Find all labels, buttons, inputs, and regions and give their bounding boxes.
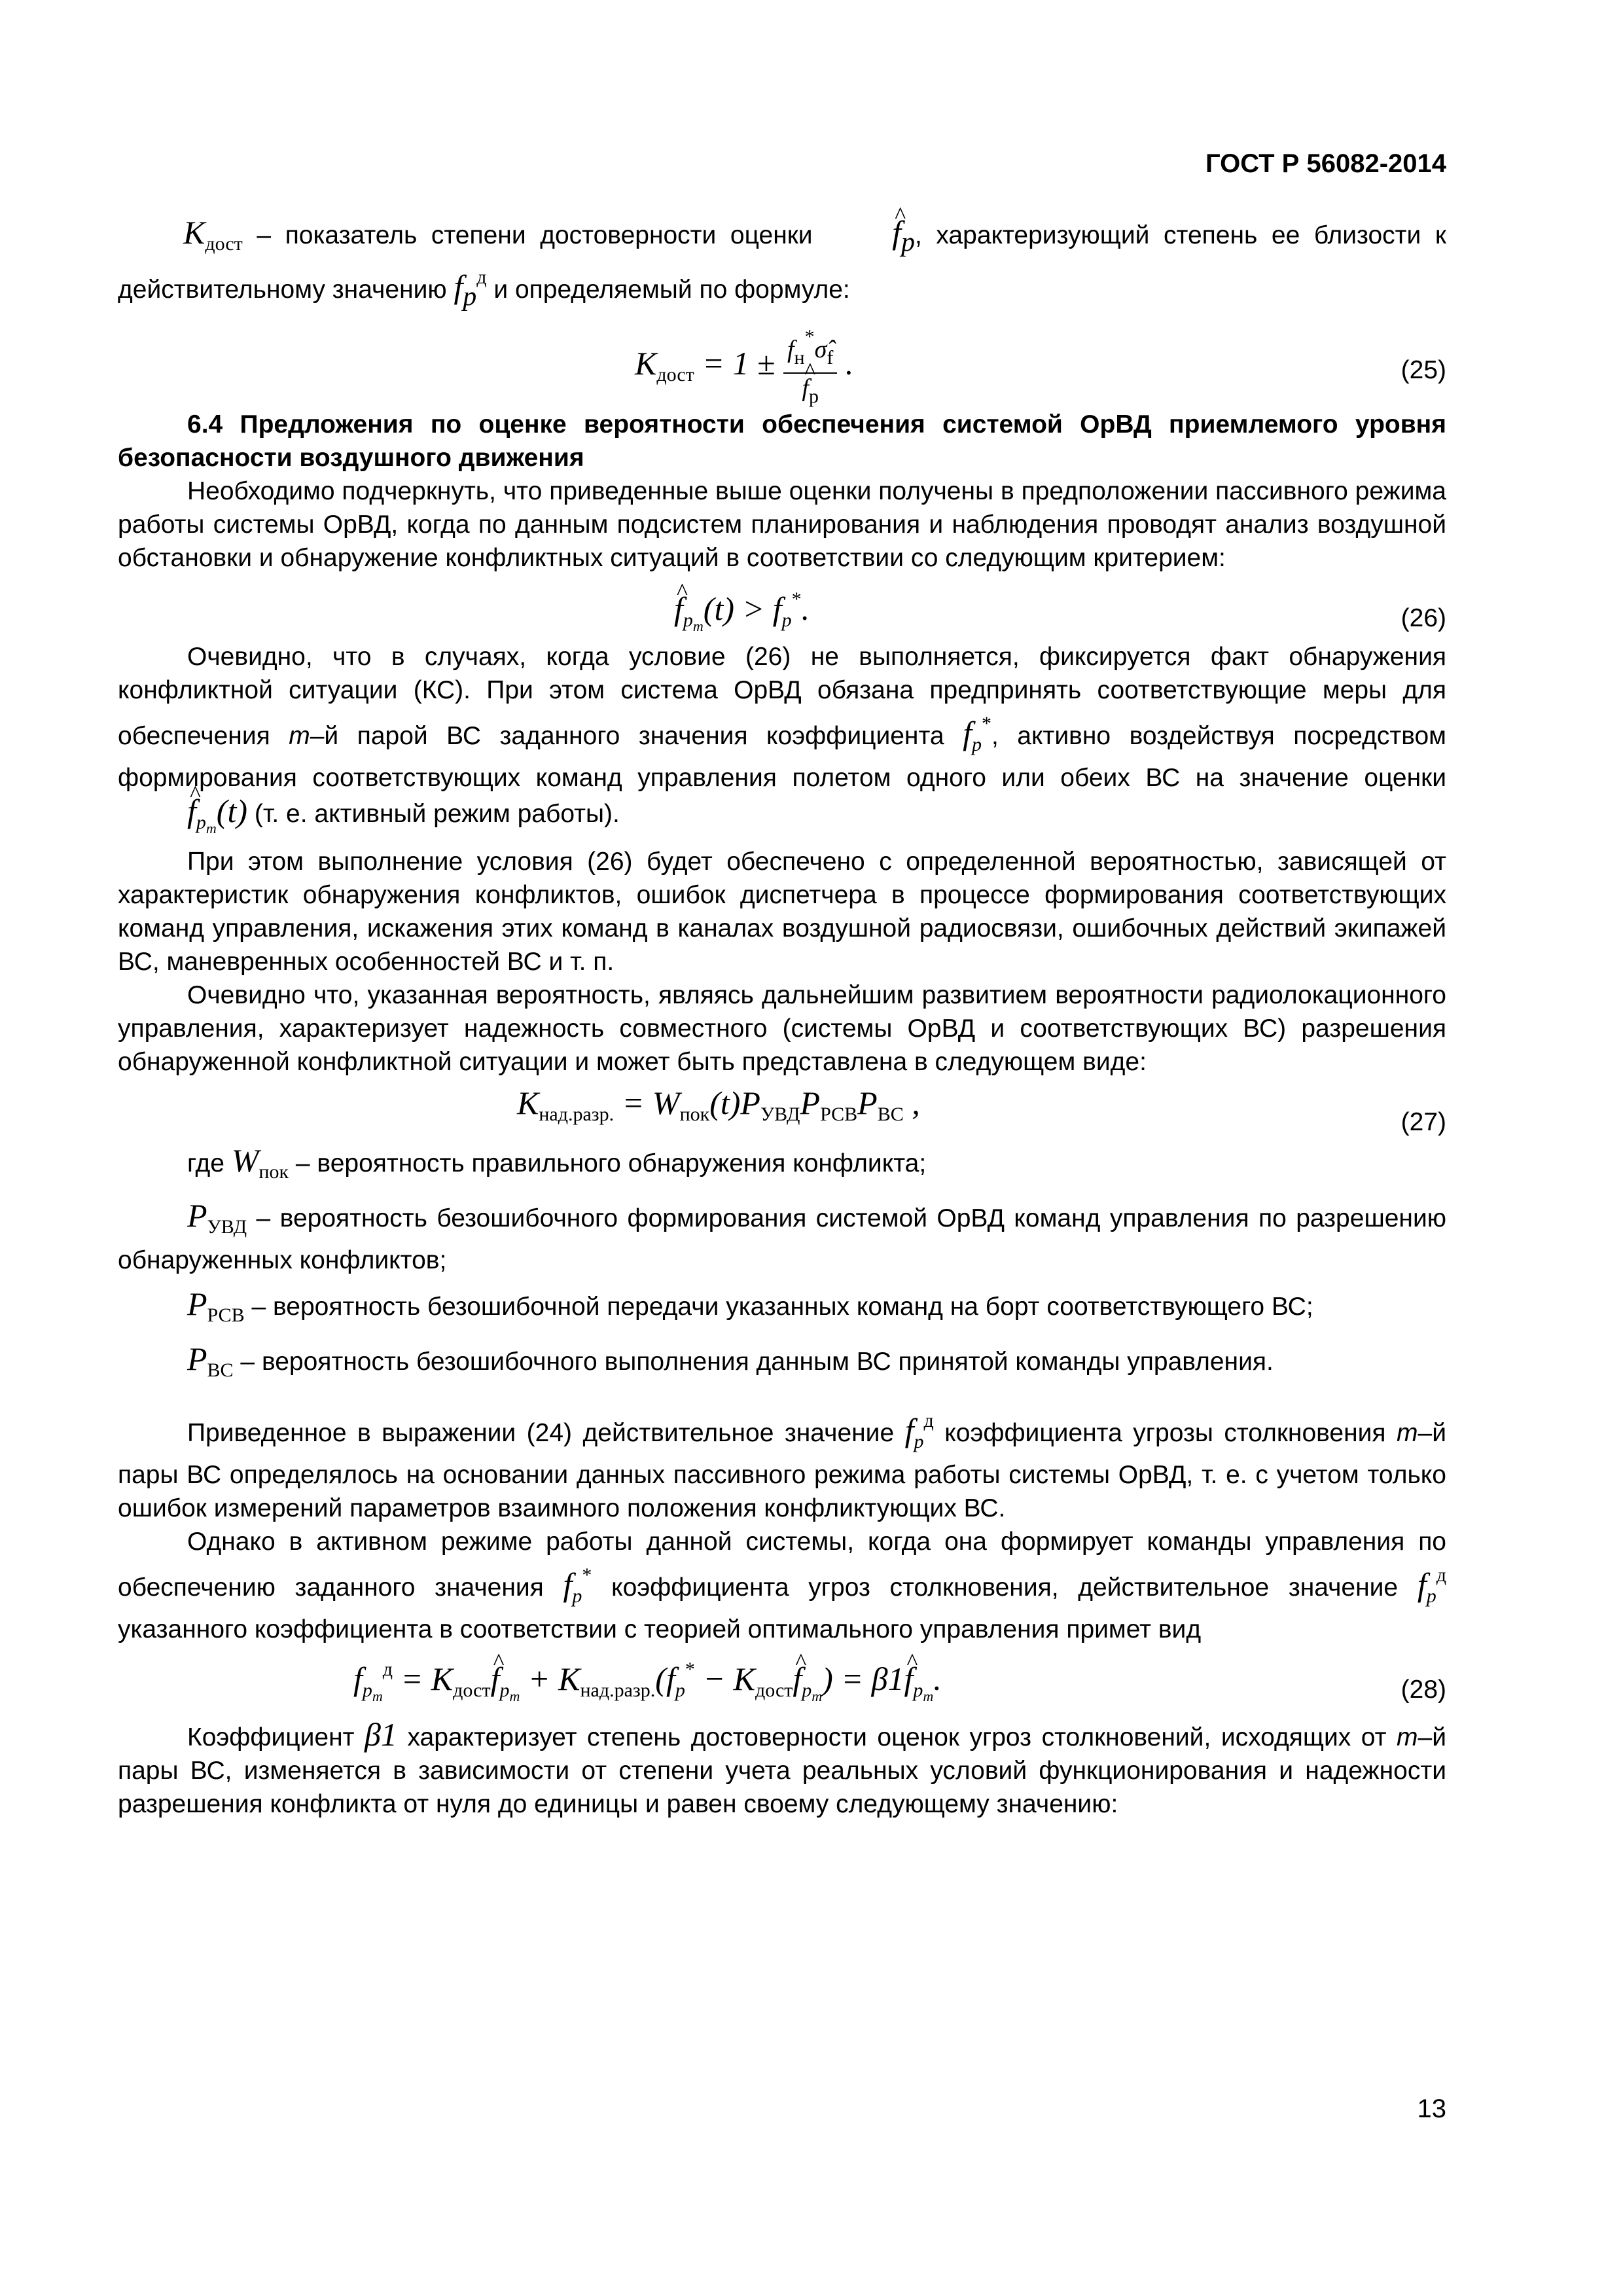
equation-25-number: (25) <box>1400 356 1446 384</box>
equation-28 <box>118 1650 1446 1709</box>
formula-p-rsv: $P_{РСВ}$ <box>187 1285 245 1326</box>
equation-26-number: (26) <box>1400 604 1446 632</box>
paragraph-passive-value: Приведенное в выражении (24) действительное значение $f_p^д$ коэффициента угрозы столкновения m–й пары ВС определялось на основании данных пассивного режима работы системы ОрВД, т. е. с учетом только ошибок измерений параметров взаимного положения конфликтующих ВС. <box>118 1410 1446 1522</box>
equation-27 <box>118 1083 1446 1141</box>
definition-p-rsv: $P_{РСВ}$ – вероятность безошибочной передачи указанных команд на борт соответствующего ВС; <box>187 1285 1313 1326</box>
definition-p-vs: $P_{ВС}$ – вероятность безошибочного выполнения данным ВС принятой команды управления. <box>187 1340 1274 1381</box>
formula-f-pm-hat-t: ^ $f_{p_m}(t)$ <box>118 793 247 829</box>
equation-28-number: (28) <box>1400 1676 1446 1704</box>
equation-25-formula: $K_{дост} = 1$ ± $f_н^*\sigmâ_f$ ^ $f_p$ . <box>635 323 853 411</box>
formula-k-dost: $K_{дост}$ <box>183 214 243 255</box>
document-header: ГОСТ Р 56082-2014 <box>1205 149 1446 178</box>
definition-w-pok: где $W_{пок}$ – вероятность правильного обнаружения конфликта; <box>187 1142 927 1183</box>
formula-w-pok: $W_{пок}$ <box>231 1142 289 1183</box>
equation-28-formula: $f_{p_m}^д$ = $K_{дост}\^{}$ $f_{p_m} + K_{над.разр.}(f_p^*$ − $K_{дост}\^{}$ $f_{p_m}$) = β1^ $f_{p_m}$. <box>353 1653 942 1713</box>
equation-26-formula: ^ $f_{p_m}(t) > f_p^*$. <box>674 583 810 643</box>
section-heading: 6.4 Предложения по оценке вероятности обеспечения системой ОрВД приемлемого уровня безопасности воздушного движения <box>118 410 1446 472</box>
paragraph-radar-control: Очевидно что, указанная вероятность, являясь дальнейшим развитием вероятности радиолокационного управления, характеризует надежность совместного (системы ОрВД и соответствующих ВС) разрешения обнаруженной конфликтной ситуации и может быть представлена в следующем виде: <box>118 981 1446 1076</box>
equation-26 <box>118 579 1446 637</box>
formula-f-p-star-2: $f_p^*$ <box>563 1564 592 1607</box>
paragraph-passive-mode: Необходимо подчеркнуть, что приведенные выше оценки получены в предположении пассивного режима работы системы ОрВД, когда по данным подсистем планирования и наблюдения проводят анализ воздушной обстановки и обнаружение конфликтных ситуаций в соответствии со следующим критерием: <box>118 477 1446 572</box>
paragraph-beta-coefficient: Коэффициент β1 характеризует степень достоверности оценок угроз столкновений, исходящих от m–й пары ВС, изменяется в зависимости от степени учета реальных условий функционирования и надежности разрешения конфликта от нуля до единицы и равен своему следующему значению: <box>118 1716 1446 1818</box>
paragraph-active-mode: Однако в активном режиме работы данной системы, когда она формирует команды управления по обеспечению заданного значения $f_p^*$ коэффициента угроз столкновения, действительное значение $f_p^д$ указанного коэффициента в соответствии с теорией оптимального управления примет вид <box>118 1528 1446 1643</box>
formula-f-p-d-2: $f_p^д$ <box>904 1410 934 1452</box>
formula-f-p-hat: ^ $f_p$ <box>827 214 915 251</box>
definition-p-uvd: $P_{УВД}$ – вероятность безошибочного формирования системой ОрВД команд управления по разрешению обнаруженных конфликтов; <box>118 1197 1446 1274</box>
paragraph-kdost-definition: $K_{дост}$ – показатель степени достоверности оценки ^ $f_p$, характеризующий степень ее близости к действительному значению $f_p^д$ и определяемый по формуле: <box>118 216 1446 314</box>
page-body <box>118 216 1446 1821</box>
page-number: 13 <box>1417 2094 1446 2123</box>
formula-f-p-star: $f_p^*$ <box>963 713 991 755</box>
formula-p-uvd: $P_{УВД}$ <box>187 1197 247 1238</box>
equation-27-formula: $K_{над.разр.} = W_{пок}(t)P_{УВД}P_{РСВ}P_{ВС}$ , <box>517 1085 920 1125</box>
formula-f-p-d: $f_p^д$ <box>454 266 487 312</box>
equation-25 <box>118 317 1446 407</box>
paragraph-probability: При этом выполнение условия (26) будет обеспечено с определенной вероятностью, зависящей от характеристик обнаружения конфликтов, ошибок диспетчера в процессе формирования соответствующих команд управления, искажения этих команд в каналах воздушной радиосвязи, ошибочных действий экипажей ВС, маневренных особенностей ВС и т. п. <box>118 848 1446 976</box>
formula-f-p-d-3: $f_p^д$ <box>1417 1564 1446 1607</box>
formula-beta-1: β1 <box>365 1716 397 1753</box>
formula-p-vs: $P_{ВС}$ <box>187 1340 234 1381</box>
equation-27-number: (27) <box>1400 1108 1446 1136</box>
paragraph-conflict-detection: Очевидно, что в случаях, когда условие (26) не выполняется, фиксируется факт обнаружения конфликтной ситуации (КС). При этом система ОрВД обязана предпринять соответствующие меры для обеспечения m–й парой ВС заданного значения коэффициента $f_p^*$, активно воздействуя посредством формирования соответствующих команд управления полетом одного или обеих ВС на значение оценки ^ $f_{p_m}(t)$ (т. е. активный режим работы). <box>118 640 1446 845</box>
